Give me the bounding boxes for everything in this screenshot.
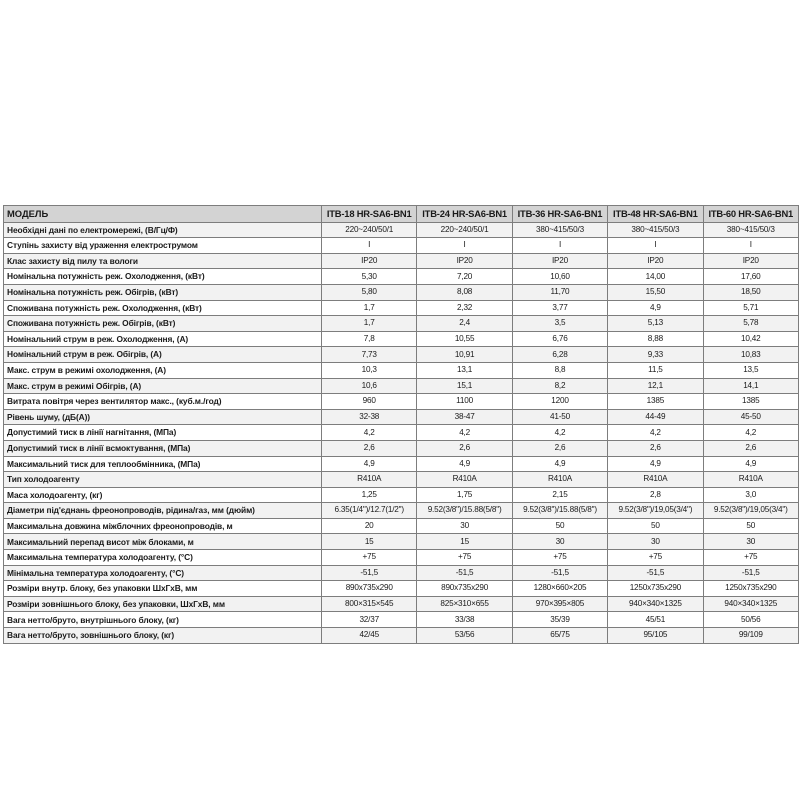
table-row xyxy=(4,253,799,269)
table-cell: 53/56 xyxy=(417,628,512,644)
table-cell: 33/38 xyxy=(417,612,512,628)
table-cell: I xyxy=(417,238,512,254)
table-cell: 1250x735x290 xyxy=(608,581,703,597)
table-cell: 10,83 xyxy=(703,347,798,363)
table-cell: 2,6 xyxy=(322,440,417,456)
table-cell: 4,9 xyxy=(608,456,703,472)
row-label: Максимальний тиск для теплообмінника, (МПа) xyxy=(4,456,322,472)
table-row xyxy=(4,222,799,238)
table-cell: +75 xyxy=(608,550,703,566)
table-row xyxy=(4,425,799,441)
table-cell: 970×395×805 xyxy=(512,596,607,612)
table-cell: 30 xyxy=(703,534,798,550)
column-header-model: МОДЕЛЬ xyxy=(4,206,322,223)
table-cell: 20 xyxy=(322,518,417,534)
table-cell: R410A xyxy=(417,472,512,488)
table-row xyxy=(4,581,799,597)
table-cell: 15,50 xyxy=(608,284,703,300)
table-cell: 10,91 xyxy=(417,347,512,363)
table-cell: 5,78 xyxy=(703,316,798,332)
row-label: Споживана потужність реж. Охолодження, (кВт) xyxy=(4,300,322,316)
table-cell: R410A xyxy=(512,472,607,488)
table-cell: 50 xyxy=(703,518,798,534)
row-label: Допустимий тиск в лінії нагнітання, (МПа) xyxy=(4,425,322,441)
table-cell: +75 xyxy=(703,550,798,566)
table-cell: 4,2 xyxy=(608,425,703,441)
table-cell: 4,9 xyxy=(703,456,798,472)
table-cell: 5,80 xyxy=(322,284,417,300)
table-cell: 960 xyxy=(322,394,417,410)
row-label: Максимальна температура холодоагенту, (°С) xyxy=(4,550,322,566)
row-label: Номінальна потужність реж. Обігрів, (кВт) xyxy=(4,284,322,300)
table-row xyxy=(4,550,799,566)
table-cell: 9,33 xyxy=(608,347,703,363)
table-row xyxy=(4,456,799,472)
table-cell: 15 xyxy=(417,534,512,550)
table-cell: 10,42 xyxy=(703,331,798,347)
column-header-unit-5: ITB-60 HR-SA6-BN1 xyxy=(703,206,798,223)
table-cell: 45/51 xyxy=(608,612,703,628)
table-cell: 380~415/50/3 xyxy=(608,222,703,238)
table-cell: +75 xyxy=(417,550,512,566)
table-cell: 10,60 xyxy=(512,269,607,285)
table-cell: I xyxy=(322,238,417,254)
table-cell: -51,5 xyxy=(608,565,703,581)
table-cell: 1,7 xyxy=(322,300,417,316)
row-label: Номінальна потужність реж. Охолодження, (кВт) xyxy=(4,269,322,285)
table-cell: 15 xyxy=(322,534,417,550)
table-cell: 9.52(3/8")/19,05(3/4") xyxy=(703,503,798,519)
row-label: Мінімальна температура холодоагенту, (°С) xyxy=(4,565,322,581)
table-cell: 3,5 xyxy=(512,316,607,332)
table-cell: 2,4 xyxy=(417,316,512,332)
row-label: Діаметри під'єднань фреонопроводів, рідина/газ, мм (дюйм) xyxy=(4,503,322,519)
table-cell: 3,0 xyxy=(703,487,798,503)
row-label: Розміри внутр. блоку, без упаковки ШхГхВ, мм xyxy=(4,581,322,597)
row-label: Необхідні дані по електромережі, (В/Гц/Ф) xyxy=(4,222,322,238)
table-row xyxy=(4,628,799,644)
table-cell: 2,6 xyxy=(703,440,798,456)
table-cell: 1,25 xyxy=(322,487,417,503)
row-label: Ступінь захисту від ураження електрострумом xyxy=(4,238,322,254)
table-cell: 5,13 xyxy=(608,316,703,332)
table-cell: 8,88 xyxy=(608,331,703,347)
table-cell: 32/37 xyxy=(322,612,417,628)
table-cell: 17,60 xyxy=(703,269,798,285)
row-label: Вага нетто/бруто, зовнішнього блоку, (кг) xyxy=(4,628,322,644)
row-label: Витрата повітря через вентилятор макс., (куб.м./год) xyxy=(4,394,322,410)
table-cell: 7,20 xyxy=(417,269,512,285)
table-cell: 12,1 xyxy=(608,378,703,394)
table-cell: 1385 xyxy=(703,394,798,410)
table-cell: 220~240/50/1 xyxy=(417,222,512,238)
table-cell: 890x735x290 xyxy=(322,581,417,597)
table-cell: 380~415/50/3 xyxy=(703,222,798,238)
table-row xyxy=(4,316,799,332)
row-label: Допустимий тиск в лінії всмоктування, (МПа) xyxy=(4,440,322,456)
table-cell: 1,75 xyxy=(417,487,512,503)
table-cell: 9.52(3/8")/15.88(5/8") xyxy=(512,503,607,519)
table-cell: IP20 xyxy=(322,253,417,269)
table-cell: 3,77 xyxy=(512,300,607,316)
table-cell: 4,9 xyxy=(608,300,703,316)
table-row xyxy=(4,472,799,488)
table-cell: 1100 xyxy=(417,394,512,410)
table-cell: 50 xyxy=(512,518,607,534)
table-cell: R410A xyxy=(703,472,798,488)
table-row xyxy=(4,362,799,378)
table-row xyxy=(4,331,799,347)
table-cell: 7,8 xyxy=(322,331,417,347)
table-cell: 220~240/50/1 xyxy=(322,222,417,238)
table-header xyxy=(4,206,799,223)
table-cell: 30 xyxy=(608,534,703,550)
row-label: Рівень шуму, (дБ(А)) xyxy=(4,409,322,425)
row-label: Номінальний струм в реж. Охолодження, (А) xyxy=(4,331,322,347)
table-cell: IP20 xyxy=(512,253,607,269)
table-row xyxy=(4,269,799,285)
table-cell: 4,2 xyxy=(322,425,417,441)
column-header-unit-3: ITB-36 HR-SA6-BN1 xyxy=(512,206,607,223)
table-cell: 940×340×1325 xyxy=(608,596,703,612)
table-cell: 38-47 xyxy=(417,409,512,425)
table-cell: 50 xyxy=(608,518,703,534)
table-row xyxy=(4,284,799,300)
spec-table xyxy=(3,205,799,644)
header-row xyxy=(4,206,799,223)
table-row xyxy=(4,487,799,503)
table-cell: 41-50 xyxy=(512,409,607,425)
table-cell: 8,8 xyxy=(512,362,607,378)
column-header-unit-4: ITB-48 HR-SA6-BN1 xyxy=(608,206,703,223)
table-cell: 95/105 xyxy=(608,628,703,644)
table-row xyxy=(4,596,799,612)
table-row xyxy=(4,565,799,581)
table-cell: 380~415/50/3 xyxy=(512,222,607,238)
table-cell: 5,30 xyxy=(322,269,417,285)
table-cell: 32-38 xyxy=(322,409,417,425)
table-cell: 30 xyxy=(512,534,607,550)
table-cell: 2,15 xyxy=(512,487,607,503)
table-cell: 890x735x290 xyxy=(417,581,512,597)
table-cell: 800×315×545 xyxy=(322,596,417,612)
table-cell: 10,55 xyxy=(417,331,512,347)
table-cell: 7,73 xyxy=(322,347,417,363)
row-label: Споживана потужність реж. Обігрів, (кВт) xyxy=(4,316,322,332)
table-cell: IP20 xyxy=(608,253,703,269)
row-label: Маса холодоагенту, (кг) xyxy=(4,487,322,503)
table-cell: 9.52(3/8")/15.88(5/8") xyxy=(417,503,512,519)
table-cell: 2,32 xyxy=(417,300,512,316)
row-label: Вага нетто/бруто, внутрішнього блоку, (кг) xyxy=(4,612,322,628)
table-cell: 18,50 xyxy=(703,284,798,300)
table-cell: 4,2 xyxy=(512,425,607,441)
table-cell: 65/75 xyxy=(512,628,607,644)
table-cell: -51,5 xyxy=(512,565,607,581)
table-cell: 940×340×1325 xyxy=(703,596,798,612)
column-header-unit-2: ITB-24 HR-SA6-BN1 xyxy=(417,206,512,223)
table-cell: 11,5 xyxy=(608,362,703,378)
table-row xyxy=(4,518,799,534)
table-cell: 1,7 xyxy=(322,316,417,332)
table-cell: 2,8 xyxy=(608,487,703,503)
table-cell: 1200 xyxy=(512,394,607,410)
table-cell: 9.52(3/8")/19,05(3/4") xyxy=(608,503,703,519)
row-label: Номінальний струм в реж. Обігрів, (А) xyxy=(4,347,322,363)
row-label: Максимальна довжина міжблочних фреонопроводів, м xyxy=(4,518,322,534)
table-row xyxy=(4,612,799,628)
table-cell: 2,6 xyxy=(608,440,703,456)
table-cell: 8,2 xyxy=(512,378,607,394)
row-label: Макс. струм в режимі охолодження, (А) xyxy=(4,362,322,378)
table-cell: IP20 xyxy=(417,253,512,269)
table-row xyxy=(4,503,799,519)
table-cell: I xyxy=(512,238,607,254)
table-cell: 825×310×655 xyxy=(417,596,512,612)
table-cell: 30 xyxy=(417,518,512,534)
table-row xyxy=(4,238,799,254)
table-cell: 4,2 xyxy=(703,425,798,441)
table-cell: 8,08 xyxy=(417,284,512,300)
table-cell: 1385 xyxy=(608,394,703,410)
table-row xyxy=(4,534,799,550)
table-cell: 14,1 xyxy=(703,378,798,394)
table-cell: 13,5 xyxy=(703,362,798,378)
table-cell: 4,9 xyxy=(417,456,512,472)
table-cell: 35/39 xyxy=(512,612,607,628)
table-cell: 4,9 xyxy=(322,456,417,472)
table-cell: +75 xyxy=(322,550,417,566)
table-cell: 50/56 xyxy=(703,612,798,628)
table-cell: 45-50 xyxy=(703,409,798,425)
table-cell: 44-49 xyxy=(608,409,703,425)
table-cell: 1250x735x290 xyxy=(703,581,798,597)
row-label: Максимальний перепад висот між блоками, м xyxy=(4,534,322,550)
table-cell: 2,6 xyxy=(417,440,512,456)
table-cell: 5,71 xyxy=(703,300,798,316)
table-cell: 13,1 xyxy=(417,362,512,378)
table-cell: 6.35(1/4")/12.7(1/2") xyxy=(322,503,417,519)
table-cell: IP20 xyxy=(703,253,798,269)
table-cell: 4,2 xyxy=(417,425,512,441)
table-cell: 15,1 xyxy=(417,378,512,394)
table-cell: +75 xyxy=(512,550,607,566)
table-cell: I xyxy=(608,238,703,254)
table-cell: 42/45 xyxy=(322,628,417,644)
table-row xyxy=(4,440,799,456)
table-cell: 11,70 xyxy=(512,284,607,300)
table-row xyxy=(4,300,799,316)
table-cell: 6,28 xyxy=(512,347,607,363)
table-cell: 14,00 xyxy=(608,269,703,285)
table-row xyxy=(4,394,799,410)
table-cell: 2,6 xyxy=(512,440,607,456)
table-cell: R410A xyxy=(322,472,417,488)
table-row xyxy=(4,347,799,363)
table-cell: 10,3 xyxy=(322,362,417,378)
table-cell: R410A xyxy=(608,472,703,488)
row-label: Макс. струм в режимі Обігрів, (А) xyxy=(4,378,322,394)
table-cell: 99/109 xyxy=(703,628,798,644)
table-cell: -51,5 xyxy=(417,565,512,581)
table-body xyxy=(4,222,799,643)
table-cell: -51,5 xyxy=(322,565,417,581)
column-header-unit-1: ITB-18 HR-SA6-BN1 xyxy=(322,206,417,223)
table-cell: 10,6 xyxy=(322,378,417,394)
table-cell: I xyxy=(703,238,798,254)
table-cell: 1280×660×205 xyxy=(512,581,607,597)
table-cell: 6,76 xyxy=(512,331,607,347)
table-cell: 4,9 xyxy=(512,456,607,472)
table-cell: -51,5 xyxy=(703,565,798,581)
row-label: Тип холодоагенту xyxy=(4,472,322,488)
table-row xyxy=(4,409,799,425)
row-label: Клас захисту від пилу та вологи xyxy=(4,253,322,269)
table-row xyxy=(4,378,799,394)
row-label: Розміри зовнішнього блоку, без упаковки, ШхГхВ, мм xyxy=(4,596,322,612)
